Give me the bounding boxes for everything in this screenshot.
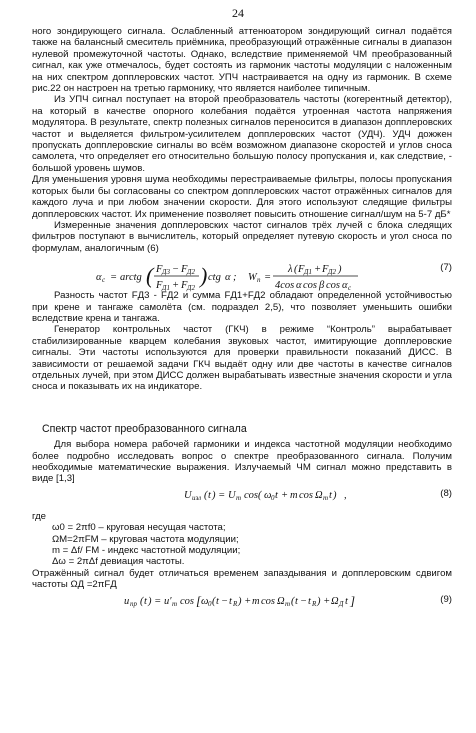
svg-text:m: m: [290, 489, 298, 501]
svg-text:cos: cos: [180, 595, 194, 607]
svg-text:c: c: [348, 284, 352, 293]
svg-text:): ): [200, 263, 208, 289]
svg-text:(: (: [140, 595, 144, 607]
paragraph: Из УПЧ сигнал поступает на второй преобразователь частоты (когерентный детектор), на который в качестве опорного колебания подаётся утроенная частота напряжения модулятора. В результате, спектр полезных сигналов переносится в диапазон допплеровских частот и выделяется фильтром-усилителем допплеровских частот (УДЧ). УДЧ дожжен пропускать допплеровские сигналы во всём возможном диапазоне скоростей и углов сноса самолета, что определяет его относительно большую полосу пропускания и, как следствие, - большой уровень шумов.: [32, 94, 452, 174]
svg-text:cos: cos: [299, 489, 313, 501]
svg-text:(: (: [291, 595, 295, 607]
svg-text:F: F: [156, 264, 163, 276]
page-number: 24: [232, 6, 244, 20]
formula-7-number: (7): [440, 262, 452, 274]
svg-text:m: m: [323, 493, 329, 502]
svg-text:t: t: [308, 595, 311, 607]
where-label: где: [32, 510, 47, 522]
svg-text:α: α: [225, 272, 231, 284]
formula-7: [32, 254, 452, 293]
svg-text:Д2: Д2: [187, 268, 195, 277]
svg-text:;: ;: [233, 272, 237, 284]
svg-text:λ: λ: [288, 264, 293, 276]
svg-text:F: F: [156, 280, 163, 292]
svg-text:Д1: Д1: [162, 284, 170, 293]
svg-text:]: ]: [350, 592, 356, 608]
svg-text:4cos: 4cos: [275, 280, 295, 292]
svg-text:m: m: [285, 599, 291, 608]
svg-text:) +: ) +: [238, 595, 252, 607]
definition-item: ΩМ=2πFМ – круговая частота модуляции;: [52, 533, 239, 545]
svg-text:W: W: [248, 272, 257, 284]
svg-text:F: F: [181, 280, 188, 292]
svg-text:β: β: [319, 280, 325, 292]
svg-text:Д1: Д1: [304, 268, 312, 277]
formula-8-number: (8): [440, 487, 452, 499]
svg-text:0: 0: [208, 599, 212, 608]
svg-text:изл: изл: [192, 493, 202, 502]
definition-item: m = Δf/ FМ - индекс частотной модуляции;: [52, 545, 241, 557]
svg-text:α: α: [96, 272, 102, 284]
svg-text:+: +: [172, 280, 180, 292]
formula-9: [32, 591, 452, 611]
svg-text:ω: ω: [201, 595, 209, 607]
svg-text:(: (: [146, 263, 154, 289]
svg-text:cos: cos: [326, 280, 340, 292]
svg-text:t: t: [329, 489, 332, 501]
svg-text:t: t: [216, 595, 219, 607]
svg-text:F: F: [298, 264, 305, 276]
svg-text:−: −: [172, 264, 180, 276]
svg-text:[: [: [196, 592, 202, 608]
svg-text:=: =: [110, 272, 118, 284]
svg-text:cos(: cos(: [244, 489, 262, 501]
svg-text:R: R: [233, 599, 238, 608]
svg-text:,: ,: [344, 489, 347, 501]
svg-text:): ): [333, 489, 337, 501]
svg-text:Д: Д: [339, 599, 344, 608]
svg-text:u′: u′: [164, 595, 172, 607]
svg-text:t: t: [275, 489, 278, 501]
svg-text:): ): [338, 264, 342, 276]
svg-text:m: m: [236, 493, 242, 502]
svg-text:F: F: [322, 264, 329, 276]
paragraph: Разность частот FД3 - FД2 и сумма FД1+FД2 обладают определенной устойчивостью при крене и тангаже самолёта (см. подраздел 2,5), что позволяет уменьшить ошибки вследствие крена и тангажа.: [32, 290, 452, 324]
svg-text:−: −: [300, 595, 308, 607]
svg-text:) =: ) =: [212, 489, 226, 501]
svg-text:Д2: Д2: [187, 284, 195, 293]
svg-text:t: t: [295, 595, 298, 607]
formula-8-expression: [184, 486, 354, 504]
svg-text:t: t: [345, 595, 348, 607]
formula-7-expression: [96, 260, 426, 294]
svg-text:cos: cos: [261, 595, 275, 607]
svg-text:+: +: [281, 489, 289, 501]
svg-text:α: α: [342, 280, 348, 292]
svg-text:Ω: Ω: [277, 595, 285, 607]
svg-text:(: (: [294, 264, 298, 276]
svg-text:t: t: [144, 595, 147, 607]
formula-9-number: (9): [440, 593, 452, 605]
svg-text:+: +: [314, 264, 322, 276]
svg-text:ω: ω: [264, 489, 272, 501]
paragraph: Для выбора номера рабочей гармоники и индекса частотной модуляции необходимо более подробно исследовать вопрос о спектре преобразованного сигнала. Получим необходимые математические выражения. Излучаемый ЧМ сигнал можно представить в виде [1,3]: [32, 439, 452, 485]
svg-text:cos: cos: [303, 280, 317, 292]
svg-text:(: (: [204, 489, 208, 501]
formula-8: [32, 485, 452, 511]
paragraph: Отражённый сигнал будет отличаться временем запаздывания и допплеровским сдвигом частоты ΩД =2πFД: [32, 567, 452, 591]
svg-text:пр: пр: [130, 599, 137, 608]
svg-text:α: α: [296, 280, 302, 292]
svg-text:(: (: [212, 595, 216, 607]
svg-text:=: =: [264, 272, 272, 284]
svg-text:m: m: [172, 599, 178, 608]
svg-text:u: u: [124, 595, 130, 607]
svg-text:) +: ) +: [317, 595, 331, 607]
svg-text:U: U: [184, 489, 192, 501]
definition-item: ω0 = 2πf0 – круговая несущая частота;: [52, 522, 226, 534]
definition-item: Δω = 2πΔf девиация частоты.: [52, 556, 185, 568]
svg-text:Ω: Ω: [331, 595, 339, 607]
svg-text:0: 0: [271, 493, 275, 502]
svg-text:U: U: [228, 489, 236, 501]
paragraph: Измеренные значения допплеровских частот сигналов трёх лучей с блока следящих фильтров поступают в вычислитель, который определяет путевую скорость и угол сноса по формулам, аналогичным (6): [32, 219, 452, 254]
svg-text:п: п: [257, 276, 261, 285]
svg-text:Д3: Д3: [162, 268, 170, 277]
svg-text:m: m: [252, 595, 260, 607]
definitions-list: [52, 522, 452, 568]
svg-text:) =: ) =: [148, 595, 162, 607]
svg-text:t: t: [208, 489, 211, 501]
svg-text:ctg: ctg: [208, 272, 221, 284]
svg-text:R: R: [312, 599, 317, 608]
section-heading: Спектр частот преобразованного сигнала: [42, 422, 247, 435]
svg-text:c: c: [102, 276, 106, 285]
page-body: [32, 26, 452, 611]
svg-text:t: t: [229, 595, 232, 607]
paragraph: Генератор контрольных частот (ГКЧ) в режиме “Контроль” вырабатывает стабилизированные кварцем колебания звуковых частот, имитирующие допплеровские сигналы. Эти частоты используются для проверки правильности показаний ДИСС. В зависимости от решаемой задачи ГКЧ выдаёт одну или две частоты в качестве сигналов отдельных лучей, при этом ДИСС должен вырабатывать известные значения скорости и угла сноса и показывать их на индикаторе.: [32, 324, 452, 393]
svg-text:F: F: [181, 264, 188, 276]
svg-text:Ω: Ω: [315, 489, 323, 501]
svg-text:Д2: Д2: [328, 268, 336, 277]
svg-text:−: −: [221, 595, 229, 607]
paragraph: ного зондирующего сигнала. Ослабленный аттенюатором зондирующий сигнал подаётся также на балансный смеситель приёмника, преобразующий отражённые сигналы в диапазон нулевой промежуточной частоты. Однако, вследствие применяемой ЧМ преобразованный сигнал, как уже отмечалось, будет состоять из гармоник частоты модуляции с наложенным на них спектром допплеровских частот. УПЧ настраивается на одну из гармоник. В схеме рис.22 он настроен на третью гармонику, что является наиболее типичным.: [32, 26, 452, 95]
formula-9-expression: [124, 592, 424, 610]
svg-text:arctg: arctg: [120, 272, 142, 284]
paragraph: Для уменьшения уровня шума необходимы перестраиваемые фильтры, полосы пропускания которых были бы согласованы со спектром допплеровских частот отражённых сигналов для каждого луча и при любом значении скорости. Для этого используют следящие фильтры допплеровских частот. Их применение позволяет повысить отношение сигнал/шум на 5-7 дБ*: [32, 174, 452, 220]
